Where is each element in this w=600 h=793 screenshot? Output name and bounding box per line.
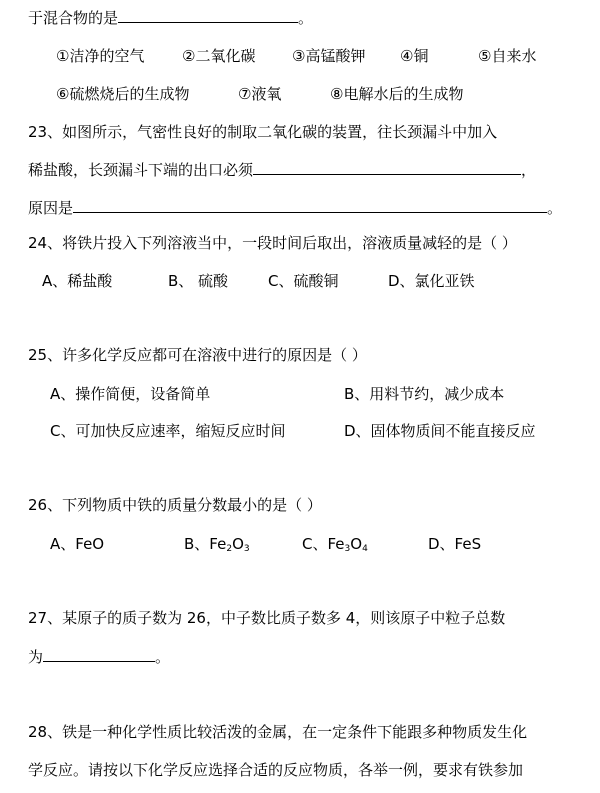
q26-option-c-prefix: C、Fe bbox=[302, 535, 345, 553]
q24-option-c: C、硫酸铜 bbox=[268, 272, 339, 290]
q26-option-c-mid: O bbox=[350, 535, 363, 553]
q23-line-3 bbox=[28, 198, 562, 218]
q23-line-1: 23、如图所示，气密性良好的制取二氧化碳的装置，往长颈漏斗中加入 bbox=[28, 123, 498, 141]
q25-option-a: A、操作简便，设备简单 bbox=[50, 385, 211, 403]
q22-option-2: ②二氧化碳 bbox=[182, 47, 256, 65]
q22-stem-prefix: 于混合物的是 bbox=[28, 9, 119, 27]
q23-line-2-prefix: 稀盐酸，长颈漏斗下端的出口必须 bbox=[28, 161, 254, 179]
q22-stem-suffix: 。 bbox=[298, 9, 314, 27]
q23-blank-2[interactable] bbox=[73, 198, 547, 213]
q22-option-3: ③高锰酸钾 bbox=[292, 47, 366, 65]
q26-stem: 26、下列物质中铁的质量分数最小的是（ ） bbox=[28, 496, 322, 514]
q24-stem: 24、将铁片投入下列溶液当中，一段时间后取出，溶液质量减轻的是（ ） bbox=[28, 234, 517, 252]
q23-line-2 bbox=[28, 160, 536, 180]
q26-option-b-sub2: 3 bbox=[243, 544, 250, 554]
q27-line-2-suffix: 。 bbox=[155, 648, 171, 666]
q22-answer-blank[interactable] bbox=[118, 8, 298, 23]
q23-line-3-prefix: 原因是 bbox=[28, 199, 74, 217]
q22-option-8: ⑧电解水后的生成物 bbox=[330, 85, 464, 103]
q27-answer-blank[interactable] bbox=[43, 647, 155, 662]
q25-option-c: C、可加快反应速率，缩短反应时间 bbox=[50, 422, 286, 440]
q26-option-b bbox=[184, 534, 250, 559]
q24-option-a: A、稀盐酸 bbox=[42, 272, 113, 290]
q26-option-c-sub2: 4 bbox=[362, 544, 368, 554]
q22-option-6: ⑥硫燃烧后的生成物 bbox=[56, 85, 190, 103]
q26-option-b-prefix: B、Fe bbox=[184, 535, 227, 553]
q26-option-a: A、FeO bbox=[50, 535, 105, 553]
q26-option-c-sub1: 3 bbox=[344, 544, 351, 554]
q26-option-c bbox=[302, 534, 368, 559]
q25-option-b: B、用料节约，减少成本 bbox=[344, 385, 505, 403]
q23-blank-1[interactable] bbox=[253, 160, 521, 175]
q26-option-d: D、FeS bbox=[428, 535, 482, 553]
q22-option-1: ①洁净的空气 bbox=[56, 47, 145, 65]
q27-line-2-prefix: 为 bbox=[28, 648, 44, 666]
q28-line-1: 28、铁是一种化学性质比较活泼的金属，在一定条件下能跟多种物质发生化 bbox=[28, 723, 528, 741]
q23-line-2-suffix: ， bbox=[521, 161, 537, 179]
q22-option-4: ④铜 bbox=[400, 47, 429, 65]
q22-option-5: ⑤自来水 bbox=[478, 47, 537, 65]
q25-option-d: D、固体物质间不能直接反应 bbox=[344, 422, 536, 440]
q24-option-b: B、 硫酸 bbox=[168, 272, 229, 290]
q27-line-2 bbox=[28, 647, 170, 667]
q25-stem: 25、许多化学反应都可在溶液中进行的原因是（ ） bbox=[28, 346, 367, 364]
q27-line-1: 27、某原子的质子数为 26，中子数比质子数多 4，则该原子中粒子总数 bbox=[28, 609, 506, 627]
q22-stem bbox=[28, 8, 313, 28]
q26-option-b-mid: O bbox=[232, 535, 244, 553]
q23-line-3-suffix: 。 bbox=[547, 199, 563, 217]
q22-option-7: ⑦液氧 bbox=[238, 85, 282, 103]
q24-option-d: D、氯化亚铁 bbox=[388, 272, 475, 290]
q26-option-b-sub1: 2 bbox=[226, 544, 233, 554]
q28-line-2: 学反应。请按以下化学反应选择合适的反应物质，各举一例，要求有铁参加 bbox=[28, 761, 524, 779]
